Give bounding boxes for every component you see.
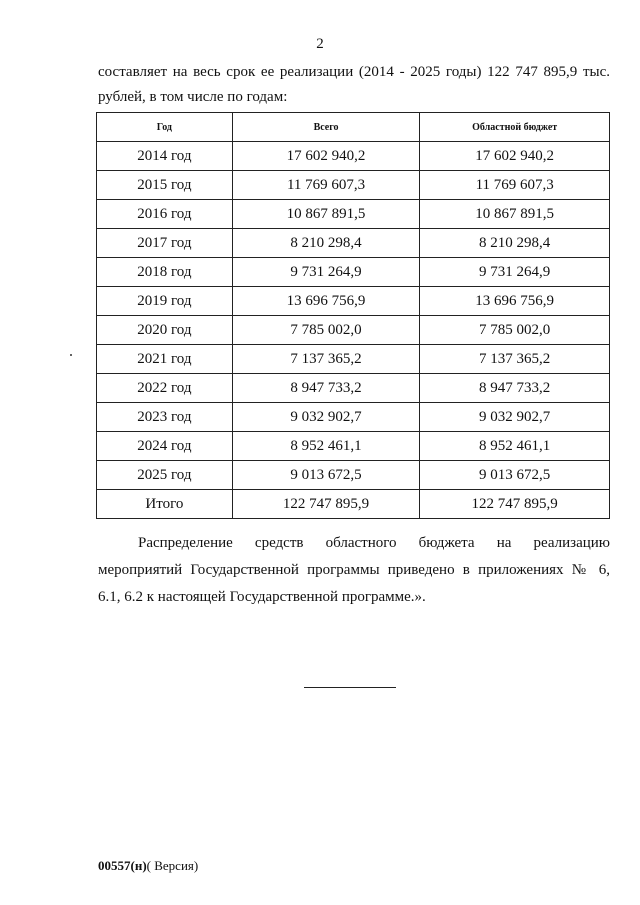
header-regional-budget: Областной бюджет — [420, 113, 610, 142]
table-row — [97, 200, 610, 229]
cell-regional: 8 210 298,4 — [420, 229, 610, 258]
cell-year: 2017 год — [97, 229, 233, 258]
table-row — [97, 171, 610, 200]
cell-regional: 122 747 895,9 — [420, 490, 610, 519]
table-row — [97, 258, 610, 287]
cell-total: 13 696 756,9 — [232, 287, 420, 316]
distribution-line-2: мероприятий Государственной программы приведено в приложениях № 6, — [98, 562, 610, 578]
cell-total: 17 602 940,2 — [232, 142, 420, 171]
distribution-line-3: 6.1, 6.2 к настоящей Государственной программе.». — [98, 589, 426, 605]
cell-total: 8 210 298,4 — [232, 229, 420, 258]
distribution-line-1: Распределение средств областного бюджета на реализацию — [138, 535, 610, 551]
cell-total: 8 947 733,2 — [232, 374, 420, 403]
cell-year: 2022 год — [97, 374, 233, 403]
cell-total: 8 952 461,1 — [232, 432, 420, 461]
cell-total: 7 137 365,2 — [232, 345, 420, 374]
cell-regional: 7 785 002,0 — [420, 316, 610, 345]
header-year: Год — [97, 113, 233, 142]
intro-line-1: составляет на весь срок ее реализации (2014 - 2025 годы) 122 747 895,9 тыс. — [98, 64, 610, 80]
end-divider-line — [304, 687, 396, 688]
table-row — [97, 287, 610, 316]
cell-total: 9 032 902,7 — [232, 403, 420, 432]
cell-year: 2020 год — [97, 316, 233, 345]
cell-year: 2019 год — [97, 287, 233, 316]
distribution-paragraph — [98, 530, 610, 611]
cell-year: 2021 год — [97, 345, 233, 374]
cell-year: 2014 год — [97, 142, 233, 171]
cell-total: 122 747 895,9 — [232, 490, 420, 519]
cell-regional: 8 952 461,1 — [420, 432, 610, 461]
document-footer — [98, 858, 198, 874]
cell-year: 2018 год — [97, 258, 233, 287]
intro-paragraph — [98, 60, 610, 110]
table-row — [97, 316, 610, 345]
table-row — [97, 403, 610, 432]
cell-year: 2024 год — [97, 432, 233, 461]
cell-regional: 11 769 607,3 — [420, 171, 610, 200]
cell-regional: 7 137 365,2 — [420, 345, 610, 374]
cell-total: 9 013 672,5 — [232, 461, 420, 490]
cell-year: Итого — [97, 490, 233, 519]
intro-line-2: рублей, в том числе по годам: — [98, 89, 288, 105]
cell-regional: 9 013 672,5 — [420, 461, 610, 490]
cell-total: 9 731 264,9 — [232, 258, 420, 287]
cell-year: 2015 год — [97, 171, 233, 200]
table-row — [97, 345, 610, 374]
table-row — [97, 374, 610, 403]
funding-table — [96, 112, 610, 519]
header-total: Всего — [232, 113, 420, 142]
table-row — [97, 142, 610, 171]
cell-regional: 9 032 902,7 — [420, 403, 610, 432]
cell-year: 2025 год — [97, 461, 233, 490]
table-row — [97, 229, 610, 258]
cell-total: 7 785 002,0 — [232, 316, 420, 345]
cell-year: 2023 год — [97, 403, 233, 432]
cell-total: 11 769 607,3 — [232, 171, 420, 200]
cell-year: 2016 год — [97, 200, 233, 229]
cell-total: 10 867 891,5 — [232, 200, 420, 229]
document-code: 00557(н) — [98, 858, 147, 873]
cell-regional: 8 947 733,2 — [420, 374, 610, 403]
table-row — [97, 461, 610, 490]
table-row — [97, 432, 610, 461]
document-version: ( Версия) — [146, 858, 199, 873]
page-number: 2 — [316, 36, 324, 52]
table-total-row — [97, 490, 610, 519]
cell-regional: 9 731 264,9 — [420, 258, 610, 287]
table-header-row — [97, 113, 610, 142]
scan-artifact-dot — [70, 354, 72, 356]
cell-regional: 13 696 756,9 — [420, 287, 610, 316]
cell-regional: 10 867 891,5 — [420, 200, 610, 229]
cell-regional: 17 602 940,2 — [420, 142, 610, 171]
